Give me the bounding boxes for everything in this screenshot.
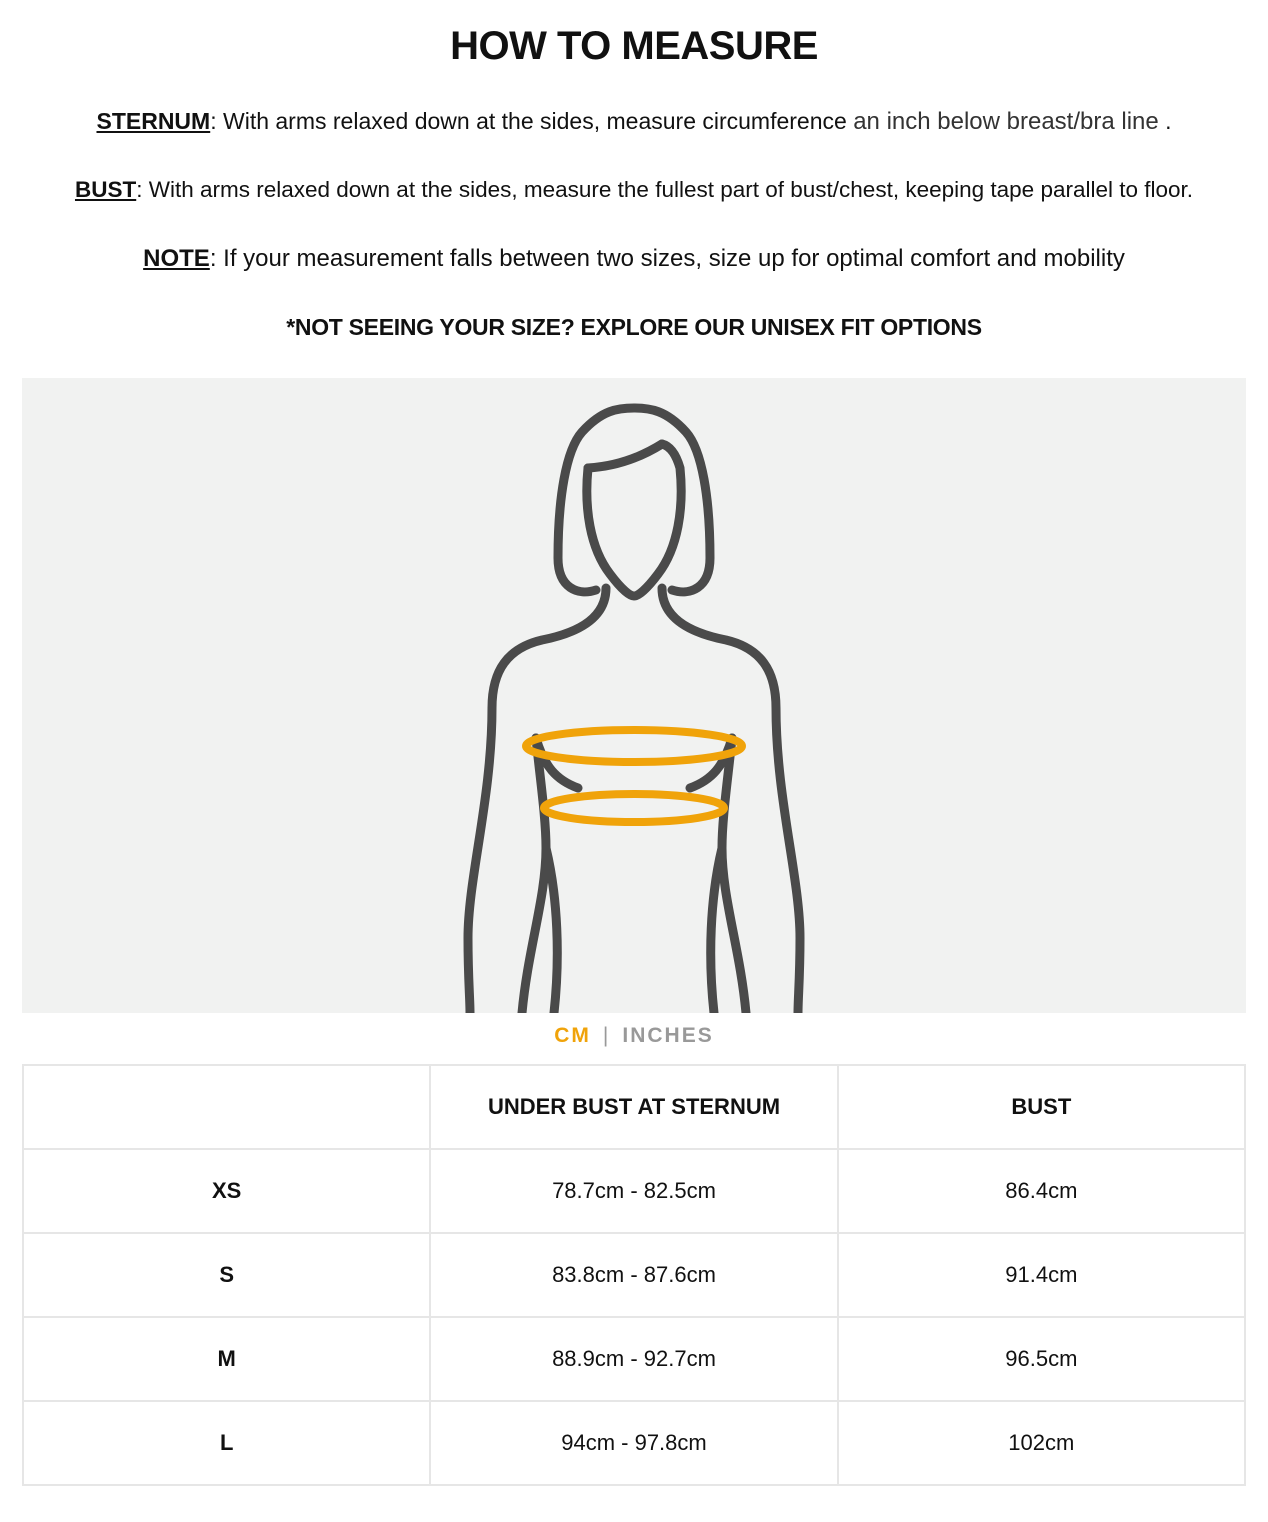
unisex-fit-link[interactable]: *NOT SEEING YOUR SIZE? EXPLORE OUR UNISEX FIT OPTIONS (286, 314, 982, 340)
table-row (23, 1317, 1245, 1401)
bust-cell: 91.4cm (838, 1233, 1245, 1317)
size-cell: S (23, 1233, 430, 1317)
under-bust-cell: 78.7cm - 82.5cm (430, 1149, 837, 1233)
table-row (23, 1149, 1245, 1233)
bust-column-header: BUST (838, 1065, 1245, 1149)
note-instructions (0, 244, 1268, 274)
table-row (23, 1401, 1245, 1485)
page-title: HOW TO MEASURE (450, 24, 818, 68)
bust-text: : With arms relaxed down at the sides, measure the fullest part of bust/chest, keeping tape parallel to floor. (136, 177, 1194, 202)
unit-toggle (0, 1024, 1268, 1048)
sternum-instructions (0, 106, 1268, 137)
bust-instructions (0, 175, 1268, 205)
sternum-text: : With arms relaxed down at the sides, measure circumference (210, 108, 854, 134)
measurement-illustration (22, 378, 1246, 1013)
note-term: NOTE (143, 245, 210, 272)
unit-cm-option[interactable]: CM (554, 1024, 591, 1047)
under-bust-cell: 94cm - 97.8cm (430, 1401, 837, 1485)
size-cell: XS (23, 1149, 430, 1233)
unit-inches-option[interactable]: INCHES (622, 1024, 714, 1047)
sternum-highlight: an inch below breast/bra line (853, 108, 1159, 135)
table-header-row (23, 1065, 1245, 1149)
under-bust-column-header: UNDER BUST AT STERNUM (430, 1065, 837, 1149)
note-text: : If your measurement falls between two sizes, size up for optimal comfort and mobility (209, 245, 1125, 272)
bust-cell: 96.5cm (838, 1317, 1245, 1401)
sternum-end: . (1158, 108, 1172, 134)
table-row (23, 1233, 1245, 1317)
size-cell: L (23, 1401, 430, 1485)
unit-separator: | (602, 1024, 611, 1047)
sternum-term: STERNUM (96, 108, 211, 134)
size-cell: M (23, 1317, 430, 1401)
bust-term: BUST (74, 177, 137, 202)
under-bust-cell: 83.8cm - 87.6cm (430, 1233, 837, 1317)
size-chart-table (22, 1064, 1246, 1486)
woman-silhouette-icon (22, 378, 1246, 1013)
under-bust-cell: 88.9cm - 92.7cm (430, 1317, 837, 1401)
size-column-header (23, 1065, 430, 1149)
bust-cell: 86.4cm (838, 1149, 1245, 1233)
bust-cell: 102cm (838, 1401, 1245, 1485)
